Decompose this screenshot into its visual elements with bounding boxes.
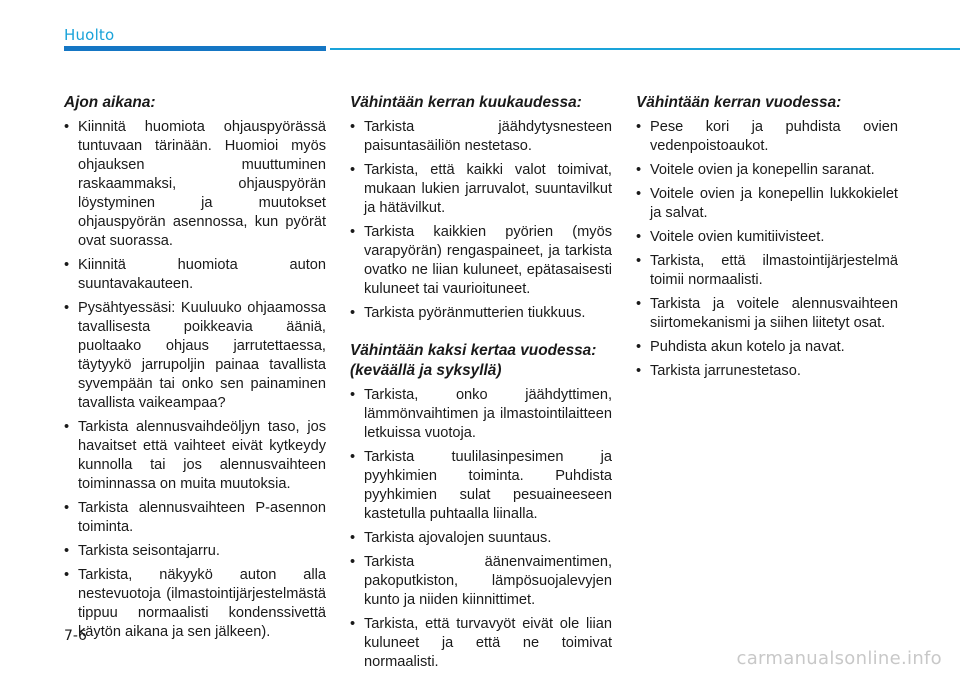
list-item: • Pysähtyessäsi: Kuuluuko ohjaamossa tavallisesta poikkeavia ääniä, puoltaako ohjaus jarrutettaessa, täytyykö jarrupoljin painaa tavallista syvempään tai onko sen painaminen tavallista vaikeampaa? (64, 299, 326, 413)
list-item: • Tarkista alennusvaihdeöljyn taso, jos havaitset että vaihteet eivät kytkeydy kunnolla tai jos alennusvaihteen toiminnassa on muita muutoksia. (64, 418, 326, 494)
header-rule-thick (64, 46, 326, 51)
bullet-list (350, 118, 612, 323)
list-item: • Tarkista seisontajarru. (64, 542, 326, 561)
list-item: • Tarkista äänenvaimentimen, pakoputkiston, lämpösuojalevyjen kunto ja niiden kiinnittimet. (350, 553, 612, 610)
list-item: • Tarkista, näkyykö auton alla nestevuotoja (ilmastointijärjestelmästä tippuu normaalisti kondenssivettä käytön aikana ja sen jälkeen). (64, 566, 326, 642)
column-1 (64, 93, 326, 647)
section-label: Huolto (64, 26, 115, 44)
bullet-list (350, 386, 612, 672)
list-item: • Tarkista ajovalojen suuntaus. (350, 529, 612, 548)
list-item: • Voitele ovien kumitiivisteet. (636, 228, 898, 247)
list-item: • Tarkista kaikkien pyörien (myös varapyörän) rengaspaineet, ja tarkista ovatko ne liian kuluneet, epätasaisesti kuluneet tai vaurioituneet. (350, 223, 612, 299)
section-heading: Vähintään kaksi kertaa vuodessa: (keväällä ja syksyllä) (350, 342, 597, 379)
list-item: • Tarkista, onko jäähdyttimen, lämmönvaihtimen ja ilmastointilaitteen letkuissa vuotoja. (350, 386, 612, 443)
header-rule-thin (330, 48, 960, 50)
list-item: • Tarkista jarrunestetaso. (636, 362, 898, 381)
list-item: • Voitele ovien ja konepellin saranat. (636, 161, 898, 180)
list-item: • Tarkista, että ilmastointijärjestelmä toimii normaalisti. (636, 252, 898, 290)
list-item: • Tarkista jäähdytysnesteen paisuntasäiliön nestetaso. (350, 118, 612, 156)
list-item: • Tarkista ja voitele alennusvaihteen siirtomekanismi ja siihen liitetyt osat. (636, 295, 898, 333)
bullet-list (64, 118, 326, 642)
section-heading: Vähintään kerran vuodessa: (636, 94, 842, 111)
list-item: • Tarkista, että kaikki valot toimivat, mukaan lukien jarruvalot, suuntavilkut ja hätävilkut. (350, 161, 612, 218)
column-3 (636, 93, 898, 386)
list-item: • Tarkista pyöränmutterien tiukkuus. (350, 304, 612, 323)
list-item: • Tarkista tuulilasinpesimen ja pyyhkimien toiminta. Puhdista pyyhkimien sulat pesuaineeseen kastetulla puhtaalla liinalla. (350, 448, 612, 524)
bullet-list (636, 118, 898, 381)
list-item: • Pese kori ja puhdista ovien vedenpoistoaukot. (636, 118, 898, 156)
list-item: • Voitele ovien ja konepellin lukkokielet ja salvat. (636, 185, 898, 223)
list-item: • Tarkista alennusvaihteen P-asennon toiminta. (64, 499, 326, 537)
page-number: 7-6 (64, 628, 87, 644)
column-2 (350, 93, 612, 677)
section-heading: Vähintään kerran kuukaudessa: (350, 94, 582, 111)
watermark: carmanualsonline.info (736, 648, 942, 669)
list-item: • Kiinnitä huomiota auton suuntavakauteen. (64, 256, 326, 294)
list-item: • Kiinnitä huomiota ohjauspyörässä tuntuvaan tärinään. Huomioi myös ohjauksen muuttuminen raskaammaksi, ohjauspyörän löystyminen ja muutokset ohjauspyörän asennossa, kun pyörät ovat suorassa. (64, 118, 326, 251)
section-heading: Ajon aikana: (64, 94, 156, 111)
list-item: • Tarkista, että turvavyöt eivät ole liian kuluneet ja että ne toimivat normaalisti. (350, 615, 612, 672)
list-item: • Puhdista akun kotelo ja navat. (636, 338, 898, 357)
